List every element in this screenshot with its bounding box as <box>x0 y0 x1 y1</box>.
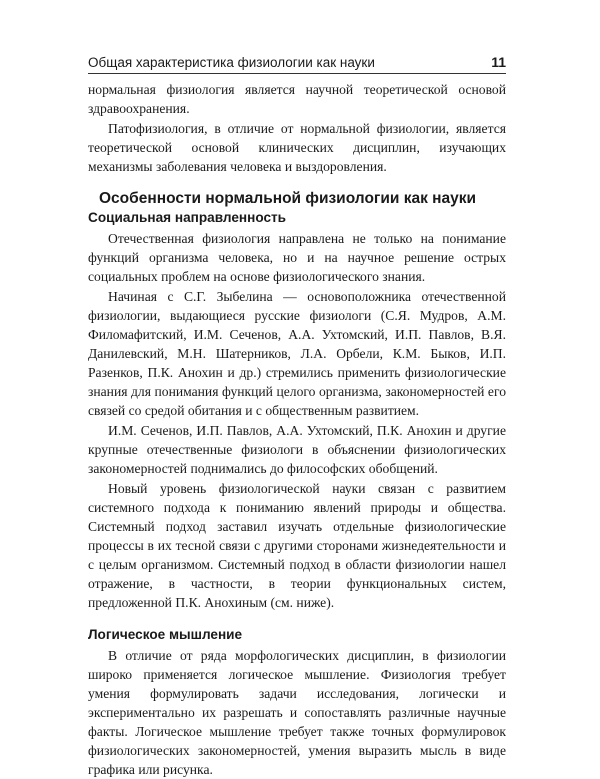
social-paragraph: И.М. Сеченов, И.П. Павлов, А.А. Ухтомский, П.К. Анохин и другие крупные отечественные физиологи в объяснении физиологических закономерностей поднимались до философских обобщений. <box>88 423 506 476</box>
intro-paragraph-pathophysiology: Патофизиология, в отличие от нормальной физиологии, является теоретической основой клинических дисциплин, изучающих механизмы заболевания человека и выздоровления. <box>88 121 506 174</box>
social-paragraph: Начиная с С.Г. Зыбелина — основоположника отечественной физиологии, выдающиеся русские физиологи (С.Я. Мудров, А.М. Филомафитский, И.М. Сеченов, А.А. Ухтомский, И.П. Павлов, В.Я. Данилевский, М.Н. Шатерников, Л.А. Орбели, К.М. Быков, И.П. Разенков, П.К. Анохин и др.) стремились применить физиологические знания для понимания функций целого организма, закономерностей его связей со средой обитания и с общественным развитием. <box>88 289 506 418</box>
social-paragraph: Отечественная физиология направлена не только на понимание функций организма человека, но и на научное решение острых социальных проблем на основе физиологического знания. <box>88 231 506 284</box>
subheading-logic: Логическое мышление <box>88 627 243 642</box>
logic-paragraph: В отличие от ряда морфологических дисциплин, в физиологии широко применяется логическое мышление. Физиология требует умения формулировать задачи исследования, логически и экспериментально их разрешать и сопоставлять различные научные факты. Логическое мышление требует также точных формулировок физиологических закономерностей, умения выразить мысль в виде графика или рисунка. <box>88 648 506 777</box>
running-header <box>88 52 506 74</box>
intro-paragraph-continued: нормальная физиология является научной теоретической основой здравоохранения. <box>88 82 506 116</box>
running-header-title: Общая характеристика физиологии как науки <box>88 55 375 70</box>
social-paragraph: Новый уровень физиологической науки связан с развитием системного подхода к пониманию явлений природы и общества. Системный подход заставил изучать отдельные физиологические процессы в их тесной связи с другими сторонами жизнедеятельности и с целым организмом. Системный подход в области физиологии нашел отражение, в частности, в теории функциональных систем, предложенной П.К. Анохиным (см. ниже). <box>88 481 506 610</box>
section-heading: Особенности нормальной физиологии как науки <box>99 190 477 207</box>
subheading-social: Социальная направленность <box>88 210 287 225</box>
page-content <box>88 80 506 779</box>
page-number: 11 <box>491 54 506 70</box>
